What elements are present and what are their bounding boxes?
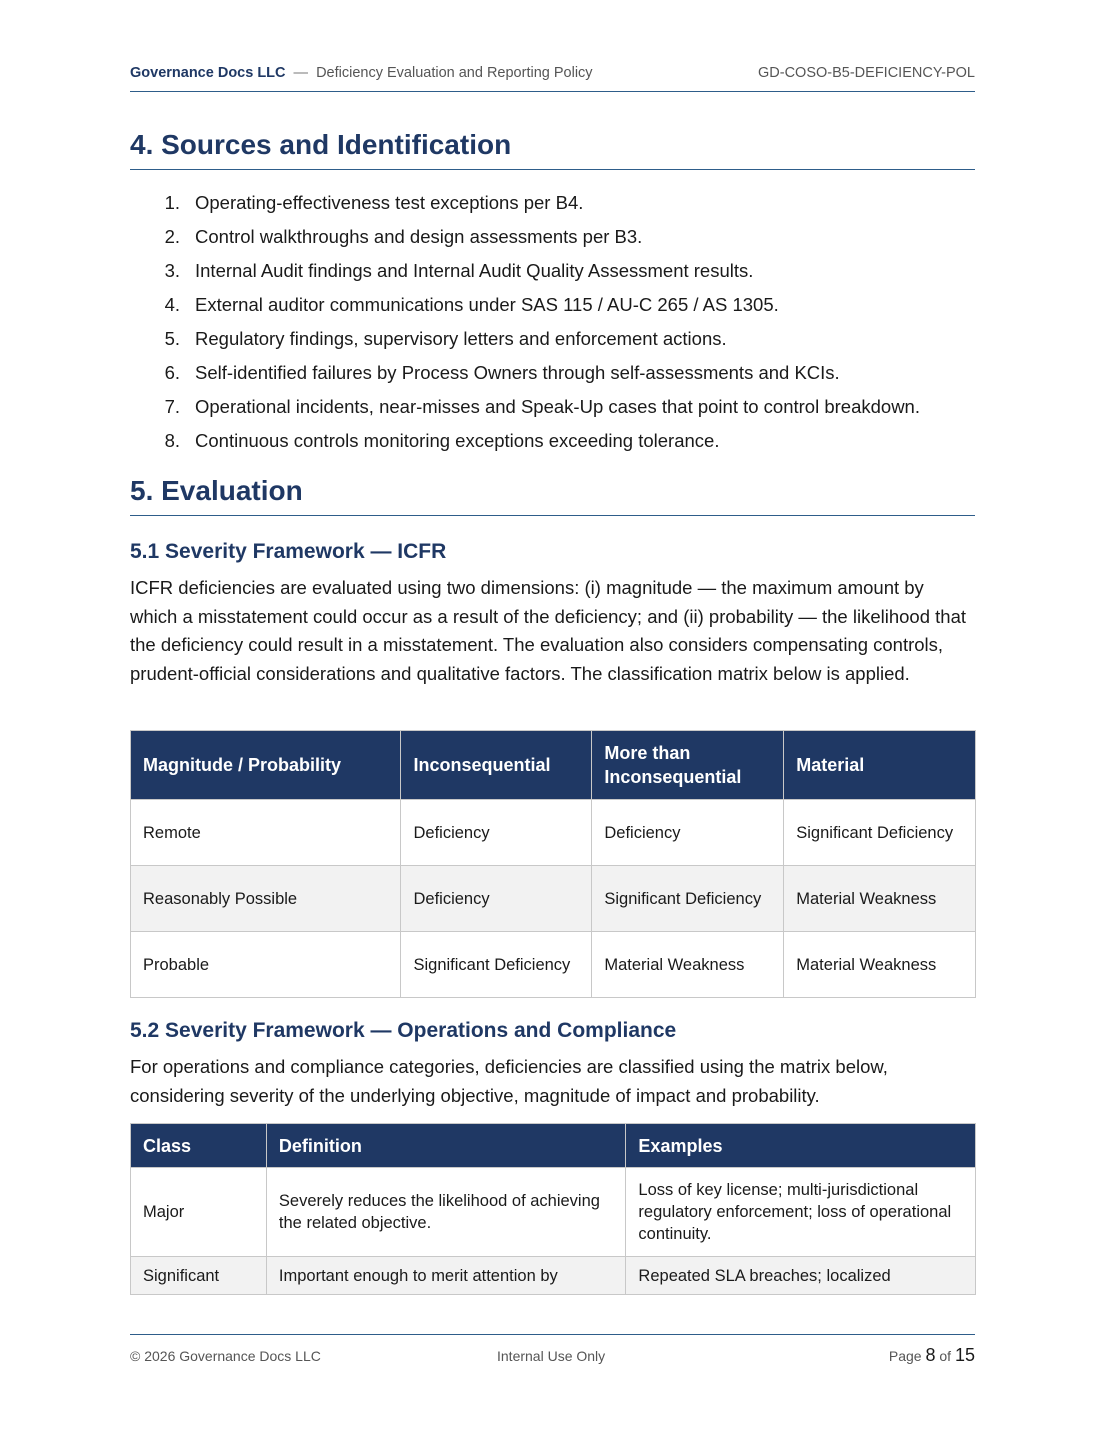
list-item: 6. Self-identified failures by Process Owners through self-assessments and KCIs.	[164, 362, 840, 383]
document-title: Deficiency Evaluation and Reporting Policy	[316, 65, 593, 81]
table-cell: Significant Deficiency	[592, 866, 784, 932]
page-footer	[130, 1334, 975, 1374]
table-cell: Significant Deficiency	[784, 800, 976, 866]
column-header: Definition	[266, 1124, 626, 1168]
list-item: 7. Operational incidents, near-misses and Speak-Up cases that point to control breakdown.	[164, 396, 920, 417]
table-row	[131, 866, 976, 932]
table-cell: Deficiency	[592, 800, 784, 866]
table-header-row	[131, 1124, 976, 1168]
total-pages: 15	[954, 1345, 975, 1365]
table-cell: Material Weakness	[784, 932, 976, 998]
page-header	[130, 64, 975, 92]
table-row	[131, 1168, 976, 1257]
column-header: Material	[784, 731, 976, 800]
icfr-paragraph: ICFR deficiencies are evaluated using two dimensions: (i) magnitude — the maximum amount by which a misstatement could occur as a result of the deficiency; and (ii) probability — the likelihood that the deficiency could result in a misstatement. The evaluation also considers compensating controls, prudent-official considerations and qualitative factors. The classification matrix below is applied.	[130, 577, 966, 685]
table-cell: Significant	[131, 1257, 267, 1295]
company-name: Governance Docs LLC	[130, 65, 286, 81]
table-cell: Reasonably Possible	[131, 866, 401, 932]
list-item: 3. Internal Audit findings and Internal Audit Quality Assessment results.	[164, 260, 754, 281]
list-item: 1. Operating-effectiveness test exceptions per B4.	[164, 192, 584, 213]
table-cell: Material Weakness	[592, 932, 784, 998]
table-cell: Loss of key license; multi-jurisdictional regulatory enforcement; loss of operational continuity.	[626, 1168, 976, 1257]
table-cell: Deficiency	[401, 866, 592, 932]
table-cell: Probable	[131, 932, 401, 998]
document-id: GD-COSO-B5-DEFICIENCY-POL	[758, 65, 975, 81]
column-header: More than Inconsequential	[592, 731, 784, 800]
column-header: Class	[131, 1124, 267, 1168]
current-page: 8	[925, 1345, 936, 1365]
list-item: 8. Continuous controls monitoring exceptions exceeding tolerance.	[164, 430, 720, 451]
section-4-heading: 4. Sources and Identification	[130, 128, 975, 170]
table-row	[131, 800, 976, 866]
section-5-heading: 5. Evaluation	[130, 474, 975, 516]
list-item: 5. Regulatory findings, supervisory letters and enforcement actions.	[164, 328, 727, 349]
column-header: Inconsequential	[401, 731, 592, 800]
page-number: Page 8 of 15	[888, 1345, 975, 1365]
table-cell: Repeated SLA breaches; localized	[626, 1257, 976, 1295]
header-separator: —	[293, 65, 309, 81]
subsection-5-2-heading: 5.2 Severity Framework — Operations and Compliance	[130, 1019, 677, 1042]
table-cell: Remote	[131, 800, 401, 866]
table-header-row	[131, 731, 976, 800]
table-cell: Severely reduces the likelihood of achieving the related objective.	[266, 1168, 626, 1257]
icfr-severity-matrix	[130, 730, 976, 998]
table-cell: Material Weakness	[784, 866, 976, 932]
table-cell: Deficiency	[401, 800, 592, 866]
operations-paragraph: For operations and compliance categories, deficiencies are classified using the matrix below, considering severity of the underlying objective, magnitude of impact and probability.	[130, 1056, 888, 1106]
list-item: 2. Control walkthroughs and design assessments per B3.	[164, 226, 643, 247]
table-cell: Significant Deficiency	[401, 932, 592, 998]
sources-list	[160, 186, 980, 458]
copyright: © 2026 Governance Docs LLC	[130, 1348, 321, 1364]
table-cell: Major	[131, 1168, 267, 1257]
table-row	[131, 932, 976, 998]
column-header: Magnitude / Probability	[131, 731, 401, 800]
operations-severity-matrix	[130, 1123, 976, 1295]
table-row	[131, 1257, 976, 1295]
column-header: Examples	[626, 1124, 976, 1168]
table-cell: Important enough to merit attention by	[266, 1257, 626, 1295]
subsection-5-1-heading: 5.1 Severity Framework — ICFR	[130, 540, 447, 563]
header-left	[130, 65, 593, 81]
classification-label: Internal Use Only	[497, 1348, 606, 1364]
list-item: 4. External auditor communications under SAS 115 / AU-C 265 / AS 1305.	[164, 294, 779, 315]
